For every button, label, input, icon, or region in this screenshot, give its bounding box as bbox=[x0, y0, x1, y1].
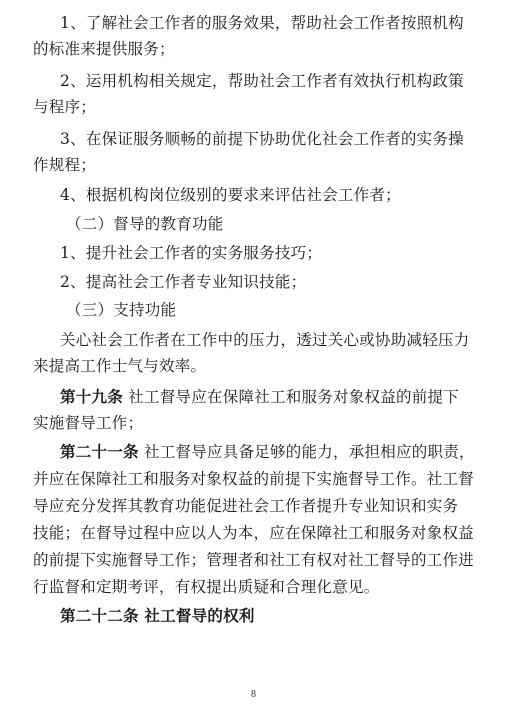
edu-item-2: 2、提高社会工作者专业知识技能； bbox=[60, 273, 307, 291]
page-number: 8 bbox=[251, 689, 256, 700]
article-19-heading: 第十九条 bbox=[60, 387, 124, 406]
article-21-line-1 bbox=[60, 442, 475, 462]
article-19-line-2: 实施督导工作； bbox=[33, 414, 144, 432]
article-21-line-2: 并应在保障社工和服务对象权益的前提下实施督导工作。社工督 bbox=[33, 470, 475, 488]
article-19-text: 社工督导应在保障社工和服务对象权益的前提下 bbox=[123, 388, 459, 406]
article-22-heading: 第二十二条 社工督导的权利 bbox=[60, 606, 255, 625]
article-21-line-5: 的前提下实施督导工作；管理者和社工有权对社工督导的工作进 bbox=[33, 551, 475, 569]
support-line-1: 关心社会工作者在工作中的压力，透过关心或协助减轻压力 bbox=[60, 331, 470, 349]
edu-item-1: 1、提升社会工作者的实务服务技巧； bbox=[60, 244, 323, 262]
item-1-line-1: 1、了解社会工作者的服务效果，帮助社会工作者按照机构 bbox=[60, 14, 464, 32]
article-19-line-1 bbox=[60, 387, 459, 407]
article-21-line-6: 行监督和定期考评，有权提出质疑和合理化意见。 bbox=[33, 578, 380, 596]
section-heading-education: （二）督导的教育功能 bbox=[66, 215, 224, 233]
item-1-line-2: 的标准来提供服务； bbox=[33, 40, 175, 58]
item-3-line-2: 作规程； bbox=[33, 156, 97, 174]
item-2-line-1: 2、运用机构相关规定，帮助社会工作者有效执行机构政策 bbox=[60, 72, 464, 90]
article-21-text: 社工督导应具备足够的能力，承担相应的职责， bbox=[138, 443, 475, 461]
article-21-heading: 第二十一条 bbox=[60, 442, 139, 461]
item-4-line: 4、根据机构岗位级别的要求来评估社会工作者； bbox=[60, 186, 401, 204]
article-21-line-3: 导应充分发挥其教育功能促进社会工作者提升专业知识和实务 bbox=[33, 497, 459, 515]
item-2-line-2: 与程序； bbox=[33, 98, 97, 116]
item-3-line-1: 3、在保证服务顺畅的前提下协助优化社会工作者的实务操 bbox=[60, 130, 464, 148]
section-heading-support: （三）支持功能 bbox=[66, 301, 177, 319]
support-line-2: 来提高工作士气与效率。 bbox=[33, 357, 207, 375]
article-21-line-4: 技能；在督导过程中应以人为本，应在保障社工和服务对象权益 bbox=[33, 524, 475, 542]
